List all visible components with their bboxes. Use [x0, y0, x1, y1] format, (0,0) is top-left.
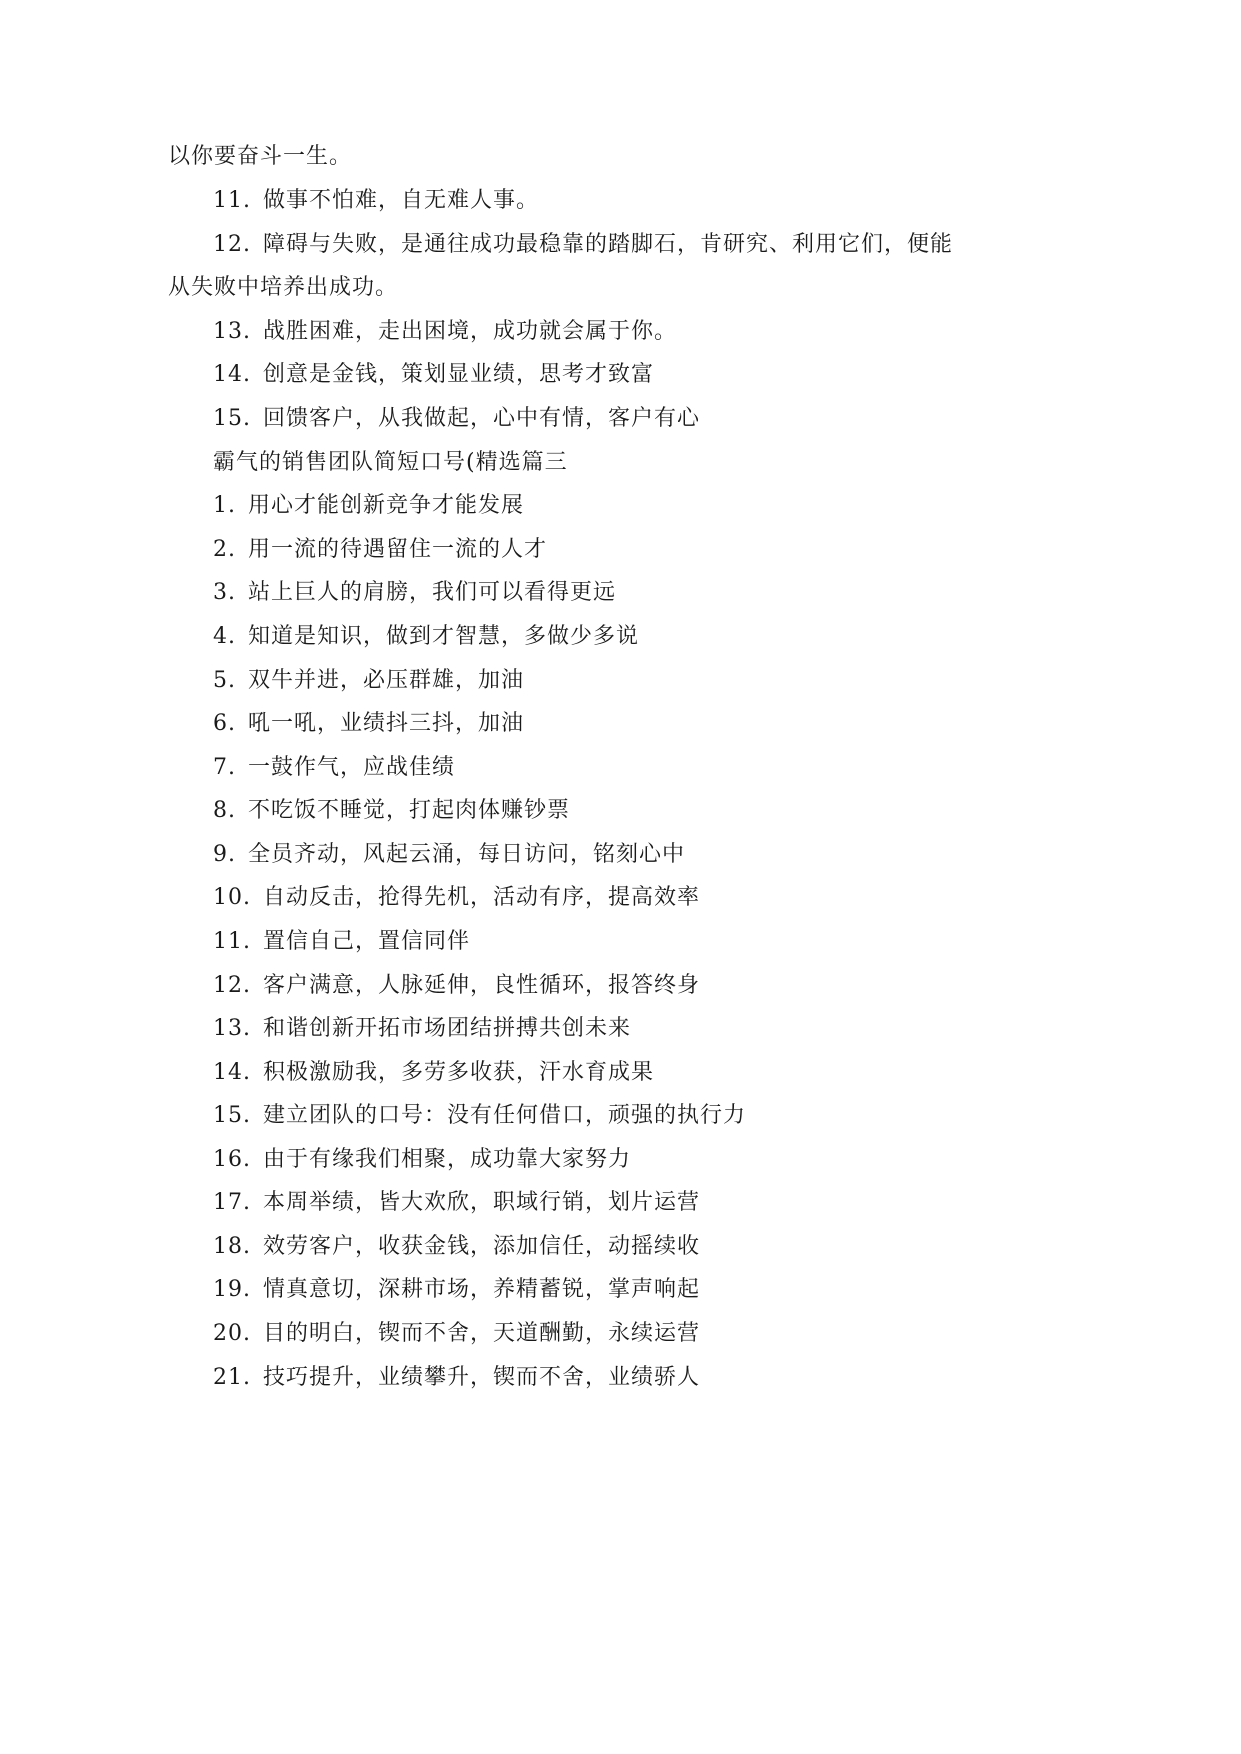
list-item-text: 站上巨人的肩膀，我们可以看得更远: [248, 580, 617, 605]
list-item: [213, 230, 953, 260]
list-item: [213, 753, 455, 783]
list-item-number: 1.: [213, 493, 236, 518]
list-item-text: 障碍与失败，是通往成功最稳靠的踏脚石，肯研究、利用它们，便能: [263, 232, 954, 257]
list-item: [213, 535, 547, 565]
list-item-text: 效劳客户，收获金钱，添加信任，动摇续收: [263, 1234, 701, 1259]
list-item-text: 双牛并进，必压群雄，加油: [248, 668, 525, 693]
list-item-number: 13.: [213, 1016, 251, 1041]
list-item-text: 用心才能创新竞争才能发展: [248, 493, 525, 518]
paragraph-text: 从失败中培养出成功。: [168, 275, 399, 300]
list-item-number: 11.: [213, 929, 251, 954]
list-item-text: 积极激励我，多劳多收获，汗水育成果: [263, 1060, 655, 1085]
list-item-text: 目的明白，锲而不舍，天道酬勤，永续运营: [263, 1321, 701, 1346]
list-item-text: 由于有缘我们相聚，成功靠大家努力: [263, 1147, 632, 1172]
list-item-number: 8.: [213, 798, 236, 823]
list-item-number: 5.: [213, 668, 236, 693]
list-item: [213, 360, 654, 390]
list-item: [213, 1319, 700, 1349]
list-item: [213, 709, 524, 739]
list-item: [213, 491, 524, 521]
list-item-number: 14.: [213, 362, 251, 387]
list-item-number: 20.: [213, 1321, 251, 1346]
list-item-text: 一鼓作气，应战佳绩: [248, 755, 456, 780]
list-item-text: 创意是金钱，策划显业绩，思考才致富: [263, 362, 655, 387]
section-heading: [213, 448, 568, 478]
list-item: [213, 186, 539, 216]
list-item: [213, 840, 685, 870]
list-item-text: 本周举绩，皆大欢欣，职域行销，划片运营: [263, 1190, 701, 1215]
list-item: [213, 1101, 746, 1131]
list-item: [213, 883, 700, 913]
list-item-number: 13.: [213, 319, 251, 344]
list-item: [213, 666, 524, 696]
list-item-text: 全员齐动，风起云涌，每日访问，铭刻心中: [248, 842, 686, 867]
list-item: [213, 1145, 631, 1175]
list-item-text: 吼一吼，业绩抖三抖，加油: [248, 711, 525, 736]
list-item-text: 回馈客户，从我做起，心中有情，客户有心: [263, 406, 701, 431]
paragraph-continuation: [168, 142, 352, 172]
list-item-text: 知道是知识，做到才智慧，多做少多说: [248, 624, 640, 649]
list-item-text: 自动反击，抢得先机，活动有序，提高效率: [263, 885, 701, 910]
list-item-text: 建立团队的口号：没有任何借口，顽强的执行力: [263, 1103, 747, 1128]
list-item: [213, 1275, 700, 1305]
list-item-number: 12.: [213, 232, 251, 257]
list-item-text: 用一流的待遇留住一流的人才: [248, 537, 548, 562]
list-item: [213, 622, 639, 652]
list-item-number: 10.: [213, 885, 251, 910]
section-heading-text: 霸气的销售团队简短口号(精选篇三: [213, 450, 568, 475]
list-item: [213, 1014, 631, 1044]
list-item-text: 置信自己，置信同伴: [263, 929, 471, 954]
list-item: [213, 1058, 654, 1088]
list-item-text: 技巧提升，业绩攀升，锲而不舍，业绩骄人: [263, 1365, 701, 1390]
list-item-number: 2.: [213, 537, 236, 562]
list-item-number: 7.: [213, 755, 236, 780]
list-item: [213, 1188, 700, 1218]
list-item-number: 6.: [213, 711, 236, 736]
list-item: [213, 927, 470, 957]
list-item: [213, 971, 700, 1001]
list-item-number: 19.: [213, 1277, 251, 1302]
list-item-number: 4.: [213, 624, 236, 649]
list-item-number: 15.: [213, 406, 251, 431]
list-item-number: 3.: [213, 580, 236, 605]
list-item: [213, 404, 700, 434]
list-item-text: 不吃饭不睡觉，打起肉体赚钞票: [248, 798, 571, 823]
list-item-text: 情真意切，深耕市场，养精蓄锐，掌声响起: [263, 1277, 701, 1302]
list-item: [213, 1363, 700, 1393]
list-item-number: 17.: [213, 1190, 251, 1215]
list-item-text: 做事不怕难，自无难人事。: [263, 188, 540, 213]
list-item-number: 16.: [213, 1147, 251, 1172]
list-item-number: 11.: [213, 188, 251, 213]
list-item-text: 客户满意，人脉延伸，良性循环，报答终身: [263, 973, 701, 998]
list-item-number: 9.: [213, 842, 236, 867]
list-item-number: 15.: [213, 1103, 251, 1128]
list-item-number: 14.: [213, 1060, 251, 1085]
list-item-text: 战胜困难，走出困境，成功就会属于你。: [263, 319, 678, 344]
list-item-number: 12.: [213, 973, 251, 998]
list-item: [213, 796, 570, 826]
paragraph-continuation: [168, 273, 398, 303]
list-item-text: 和谐创新开拓市场团结拼搏共创未来: [263, 1016, 632, 1041]
list-item: [213, 1232, 700, 1262]
list-item-number: 21.: [213, 1365, 251, 1390]
list-item: [213, 317, 677, 347]
list-item-number: 18.: [213, 1234, 251, 1259]
list-item: [213, 578, 616, 608]
paragraph-text: 以你要奋斗一生。: [168, 144, 353, 169]
